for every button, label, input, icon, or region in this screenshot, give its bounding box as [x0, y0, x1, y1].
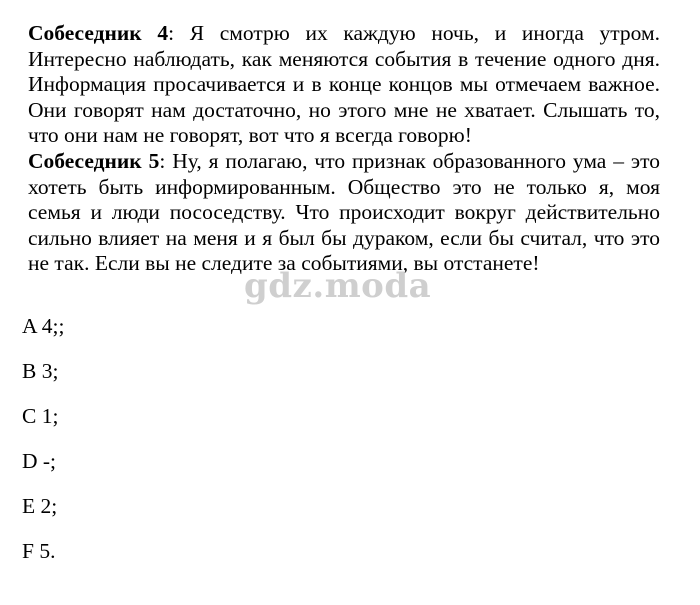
answer-list: [22, 314, 64, 584]
answer-item-e: E 2;: [22, 494, 58, 518]
speaker-label-5: Собеседник 5: [28, 149, 160, 173]
speaker-label-4: Собеседник 4: [28, 21, 169, 45]
answer-item-c: C 1;: [22, 404, 59, 428]
watermark: gdz.moda: [244, 266, 432, 306]
speech-text-4: : Я смотрю их каждую ночь, и иногда утром. Интересно наблюдать, как меняются события в течение одного дня. Информация просачивается и в конце концов мы отмечаем важное. Они говорят нам достаточно, но этого мне не хватает. Слышать то, что они нам не говорят, вот что я всегда говорю!: [28, 21, 661, 148]
speech-paragraph-4: [28, 21, 660, 149]
answer-item-b: B 3;: [22, 359, 59, 383]
answer-item-a: A 4;;: [22, 314, 65, 338]
speech-paragraph-5: [28, 149, 660, 277]
answer-item-f: F 5.: [22, 539, 56, 563]
answer-item-d: D -;: [22, 449, 57, 473]
speech-text-5: : Ну, я полагаю, что признак образованного ума – это хотеть быть информированным. Общество это не только я, моя семья и люди пососедству. Что происходит вокруг действительно сильно влияет на меня и я был бы дураком, если бы считал, что это не так. Если вы не следите за событиями, вы отстанете!: [28, 149, 660, 276]
